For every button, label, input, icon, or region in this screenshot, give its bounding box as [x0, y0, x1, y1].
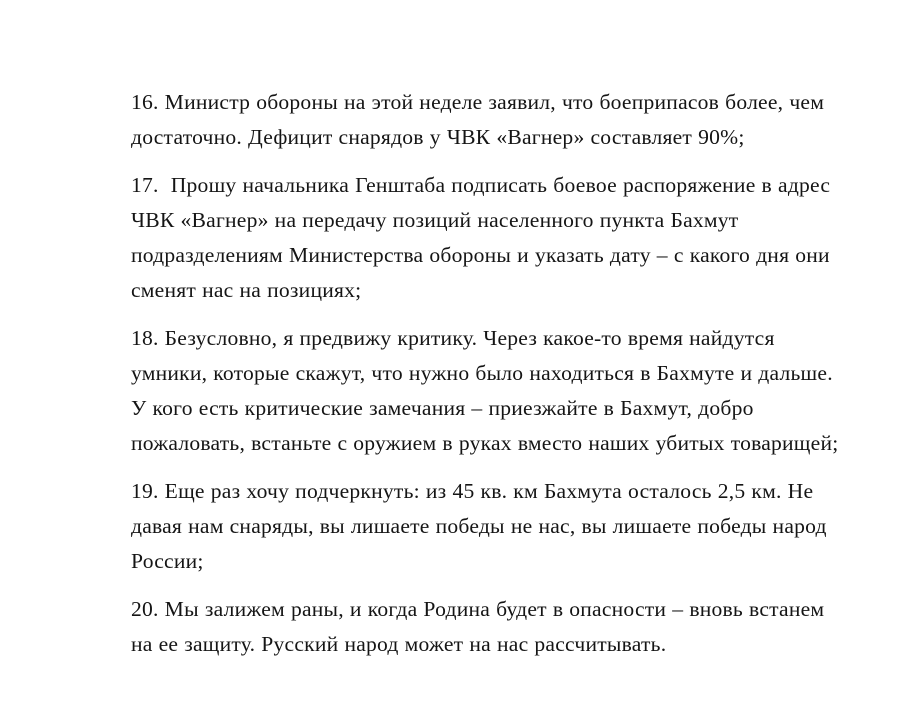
document-text-body — [131, 85, 847, 662]
paragraph-18: 18. Безусловно, я предвижу критику. Через какое-то время найдутся умники, которые скажут, что нужно было находиться в Бахмуте и дальше. У кого есть критические замечания – приезжайте в Бахмут, добро пожаловать, встаньте с оружием в руках вместо наших убитых товарищей; — [131, 326, 839, 455]
paragraph-17: 17. Прошу начальника Генштаба подписать боевое распоряжение в адрес ЧВК «Вагнер» на передачу позиций населенного пункта Бахмут подразделениям Министерства обороны и указать дату – с какого дня они сменят нас на позициях; — [131, 173, 837, 302]
paragraph-20: 20. Мы залижем раны, и когда Родина будет в опасности – вновь встанем на ее защиту. Русский народ может на нас рассчитывать. — [131, 597, 831, 656]
paragraph-19: 19. Еще раз хочу подчеркнуть: из 45 кв. км Бахмута осталось 2,5 км. Не давая нам снаряды, вы лишаете победы не нас, вы лишаете победы народ России; — [131, 479, 833, 573]
paragraph-16: 16. Министр обороны на этой неделе заявил, что боеприпасов более, чем достаточно. Дефицит снарядов у ЧВК «Вагнер» составляет 90%; — [131, 90, 831, 149]
